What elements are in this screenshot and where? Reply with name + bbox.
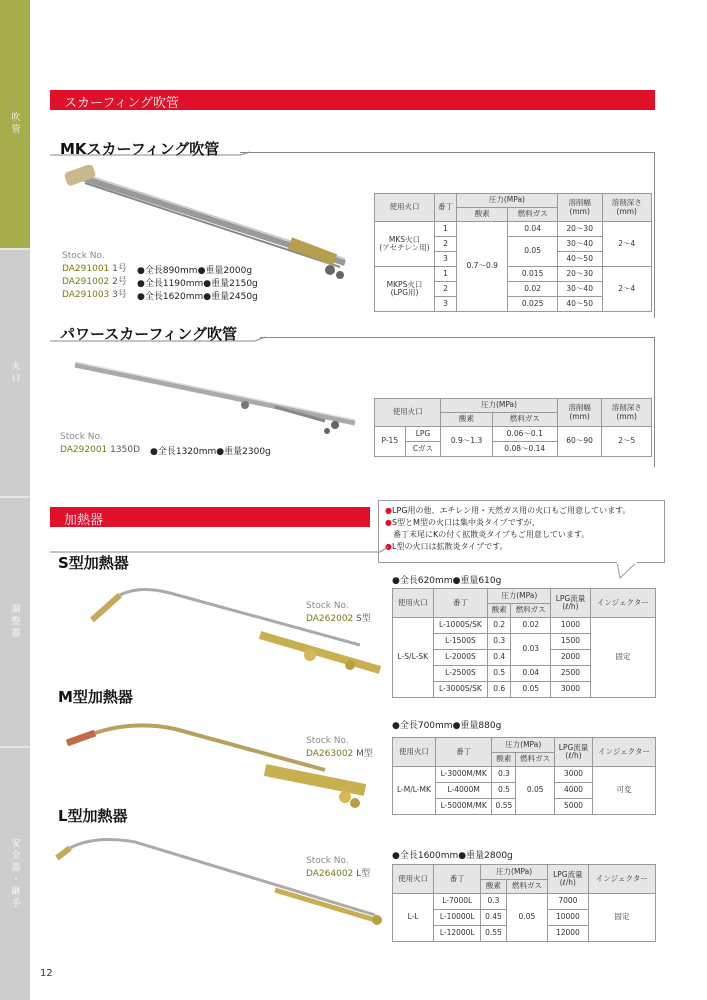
col-pressure: 圧力(MPa) — [481, 865, 548, 880]
col-oxy: 酸素 — [481, 880, 507, 894]
cell-oxy: 0.55 — [492, 799, 516, 815]
s-title: S型加熱器 — [58, 554, 129, 572]
power-stock-label: Stock No. — [60, 432, 103, 442]
section-header-heater — [50, 507, 370, 527]
cell-no: L-2000S — [433, 650, 488, 666]
power-stock-row — [60, 444, 140, 456]
cell-tip: MKS火口 (アセチレン用) — [375, 222, 435, 267]
m-table — [392, 737, 656, 815]
col-width: 溶削幅 (mm) — [557, 194, 602, 222]
cell-fuel: 0.05 — [511, 682, 551, 698]
note-line: ●L型の火口は拡散炎タイプです。 — [385, 542, 508, 551]
stock-code: DA262002 — [306, 614, 354, 624]
mk-stock-label: Stock No. — [62, 251, 105, 261]
cell-no: L-1500S — [433, 634, 488, 650]
col-tip: 使用火口 — [393, 865, 434, 894]
mk-stock-row — [62, 263, 127, 275]
cell-no: 1 — [435, 222, 457, 237]
s-spec: ●全長620mm●重量610g — [392, 576, 502, 586]
col-no: 番丁 — [435, 194, 457, 222]
col-fuel: 燃料ガス — [511, 604, 551, 618]
stock-size: 2号 — [112, 277, 127, 287]
cell-no: L-1000S/SK — [433, 618, 488, 634]
cell-no: L-2500S — [433, 666, 488, 682]
m-spec: ●全長700mm●重量880g — [392, 721, 502, 731]
sidebar-tab-label: 安全器・継手 — [9, 838, 20, 910]
cell-oxy: 0.5 — [488, 666, 511, 682]
cell-injector: 固定 — [590, 618, 655, 698]
cell-lpg: 2500 — [551, 666, 590, 682]
cell-lpg: 3000 — [551, 682, 590, 698]
cell-width: 30〜40 — [557, 237, 602, 252]
col-lpg: LPG流量 (ℓ/h) — [554, 738, 592, 767]
col-no: 番丁 — [434, 865, 481, 894]
mk-title: MKスカーフィング吹管 — [60, 140, 220, 158]
cell-no: 3 — [435, 297, 457, 312]
col-fuel: 燃料ガス — [506, 880, 547, 894]
col-tip: 使用火口 — [375, 194, 435, 222]
cell-injector: 可変 — [593, 767, 656, 815]
col-width: 溶削幅 (mm) — [557, 399, 602, 427]
section-header-scarfing — [50, 90, 655, 110]
mk-table — [374, 193, 652, 312]
stock-size: 1号 — [112, 264, 127, 274]
col-depth: 溶削深さ (mm) — [602, 399, 652, 427]
power-torch-image — [65, 355, 365, 435]
cell-width: 20〜30 — [557, 222, 602, 237]
cell-lpg: 3000 — [554, 767, 592, 783]
l-spec: ●全長1600mm●重量2800g — [392, 851, 513, 861]
col-depth: 溶削深さ (mm) — [602, 194, 651, 222]
power-spec: ●全長1320mm●重量2300g — [150, 447, 271, 457]
cell-no: L-12000L — [434, 926, 481, 942]
col-fuel: 燃料ガス — [516, 753, 555, 767]
cell-depth: 2〜4 — [602, 267, 651, 312]
col-pressure: 圧力(MPa) — [488, 589, 551, 604]
mk-spec: ●全長1620mm●重量2450g — [137, 292, 258, 302]
mk-stock-row — [62, 276, 127, 288]
s-stock-label: Stock No. — [306, 601, 349, 611]
cell-no: 3 — [435, 252, 457, 267]
cell-oxy: 0.6 — [488, 682, 511, 698]
cell-oxy: 0.3 — [488, 634, 511, 650]
cell-width: 20〜30 — [557, 267, 602, 282]
l-table — [392, 864, 656, 942]
cell-oxy: 0.2 — [488, 618, 511, 634]
cell-lpg: 1500 — [551, 634, 590, 650]
cell-oxy: 0.3 — [492, 767, 516, 783]
cell-lpg: 7000 — [548, 894, 589, 910]
section-title: スカーフィング吹管 — [64, 96, 180, 111]
col-pressure: 圧力(MPa) — [441, 399, 557, 413]
l-title: L型加熱器 — [58, 807, 128, 825]
cell-depth: 2〜4 — [602, 222, 651, 267]
col-injector: インジェクター — [588, 865, 655, 894]
cell-fuel: 0.05 — [506, 894, 547, 942]
cell-oxy: 0.5 — [492, 783, 516, 799]
col-lpg: LPG流量 (ℓ/h) — [551, 589, 590, 618]
stock-code: DA291003 — [62, 290, 110, 300]
cell-tip: L-S/L-SK — [393, 618, 434, 698]
stock-model: L型 — [356, 869, 371, 879]
info-note — [378, 500, 665, 563]
sidebar-tab-regulator[interactable] — [0, 498, 30, 746]
stock-size: 3号 — [112, 290, 127, 300]
stock-model: M型 — [356, 749, 373, 759]
m-heater-image — [65, 715, 385, 810]
cell-oxy: 0.55 — [481, 926, 507, 942]
s-table — [392, 588, 656, 698]
cell-tip: L-M/L-MK — [393, 767, 436, 815]
cell-no: L-10000L — [434, 910, 481, 926]
sidebar-tab-tips[interactable] — [0, 250, 30, 496]
cell-no: 2 — [435, 282, 457, 297]
col-oxy: 酸素 — [441, 413, 492, 427]
cell-lpg: 5000 — [554, 799, 592, 815]
stock-code: DA291002 — [62, 277, 110, 287]
cell-oxy: 0.4 — [488, 650, 511, 666]
col-oxy: 酸素 — [492, 753, 516, 767]
col-fuel: 燃料ガス — [492, 413, 557, 427]
cell-depth: 2〜5 — [602, 427, 652, 457]
page-number: 12 — [40, 968, 53, 979]
mk-stock-row — [62, 289, 127, 301]
col-no: 番丁 — [433, 589, 488, 618]
cell-width: 40〜50 — [557, 252, 602, 267]
power-title: パワースカーフィング吹管 — [60, 325, 238, 343]
s-heater-image — [80, 585, 410, 685]
m-stock-label: Stock No. — [306, 736, 349, 746]
cell-lpg: 4000 — [554, 783, 592, 799]
cell-fuel: 0.08〜0.14 — [492, 442, 557, 457]
cell-no: L-4000M — [435, 783, 492, 799]
cell-fuel: 0.03 — [511, 634, 551, 666]
col-tip: 使用火口 — [375, 399, 441, 427]
cell-fuel: 0.015 — [508, 267, 557, 282]
cell-width: 60〜90 — [557, 427, 602, 457]
cell-fuel: 0.05 — [516, 767, 555, 815]
cell-lpg: 2000 — [551, 650, 590, 666]
col-pressure: 圧力(MPa) — [492, 738, 555, 753]
col-fuel: 燃料ガス — [508, 208, 557, 222]
bullet-icon: ● — [385, 506, 392, 515]
s-stock-row — [306, 613, 371, 625]
cell-tip: L-L — [393, 894, 434, 942]
col-oxy: 酸素 — [457, 208, 508, 222]
bullet-icon: ● — [385, 542, 392, 551]
cell-oxy: 0.9〜1.3 — [441, 427, 492, 457]
note-callout-tail — [612, 562, 642, 580]
cell-width: 30〜40 — [557, 282, 602, 297]
cell-tip: P-15 — [375, 427, 406, 457]
sidebar — [0, 0, 30, 1000]
cell-gas: LPG — [405, 427, 441, 442]
stock-code: DA292001 — [60, 445, 108, 455]
col-tip: 使用火口 — [393, 589, 434, 618]
cell-oxy: 0.45 — [481, 910, 507, 926]
cell-lpg: 1000 — [551, 618, 590, 634]
cell-lpg: 12000 — [548, 926, 589, 942]
cell-width: 40〜50 — [557, 297, 602, 312]
power-table — [374, 398, 652, 457]
cell-lpg: 10000 — [548, 910, 589, 926]
stock-code: DA291001 — [62, 264, 110, 274]
col-oxy: 酸素 — [488, 604, 511, 618]
cell-oxy: 0.3 — [481, 894, 507, 910]
cell-fuel: 0.025 — [508, 297, 557, 312]
cell-no: 2 — [435, 237, 457, 252]
sidebar-tab-label: 調整器 — [9, 604, 20, 640]
note-line: 番丁末尾にKの付く拡散炎タイプもご用意しています。 — [385, 530, 590, 539]
stock-code: DA264002 — [306, 869, 354, 879]
cell-no: L-5000M/MK — [435, 799, 492, 815]
cell-fuel: 0.05 — [508, 237, 557, 267]
bullet-icon: ● — [385, 518, 392, 527]
mk-spec: ●全長1190mm●重量2150g — [137, 279, 258, 289]
cell-fuel: 0.02 — [511, 618, 551, 634]
sidebar-tab-label: 火口 — [9, 361, 20, 385]
cell-no: 1 — [435, 267, 457, 282]
sidebar-tab-label: 吹管 — [9, 112, 20, 136]
col-lpg: LPG流量 (ℓ/h) — [548, 865, 589, 894]
col-injector: インジェクター — [590, 589, 655, 618]
mk-spec: ●全長890mm●重量2000g — [137, 266, 253, 276]
cell-fuel: 0.06〜0.1 — [492, 427, 557, 442]
cell-fuel: 0.04 — [508, 222, 557, 237]
note-line: ●LPG用の他、エチレン用・天然ガス用の火口もご用意しています。 — [385, 506, 631, 515]
cell-injector: 固定 — [588, 894, 655, 942]
cell-fuel: 0.02 — [508, 282, 557, 297]
col-pressure: 圧力(MPa) — [457, 194, 558, 208]
cell-no: L-3000S/SK — [433, 682, 488, 698]
l-heater-image — [55, 830, 395, 930]
stock-code: DA263002 — [306, 749, 354, 759]
l-stock-label: Stock No. — [306, 856, 349, 866]
cell-gas: Cガス — [405, 442, 441, 457]
stock-model: S型 — [356, 614, 371, 624]
cell-no: L-3000M/MK — [435, 767, 492, 783]
m-title: M型加熱器 — [58, 688, 133, 706]
cell-tip: MKPS火口 (LPG用) — [375, 267, 435, 312]
m-stock-row — [306, 748, 373, 760]
cell-fuel: 0.04 — [511, 666, 551, 682]
col-no: 番丁 — [435, 738, 492, 767]
cell-no: L-7000L — [434, 894, 481, 910]
cell-oxy: 0.7〜0.9 — [457, 222, 508, 312]
sidebar-tab-safety[interactable] — [0, 748, 30, 1000]
stock-model: 1350D — [110, 445, 141, 455]
sidebar-tab-torch[interactable] — [0, 0, 30, 248]
col-injector: インジェクター — [593, 738, 656, 767]
col-tip: 使用火口 — [393, 738, 436, 767]
note-line: ●S型とM型の火口は集中炎タイプですが、 — [385, 518, 540, 527]
l-stock-row — [306, 868, 370, 880]
section-title: 加熱器 — [64, 513, 104, 528]
